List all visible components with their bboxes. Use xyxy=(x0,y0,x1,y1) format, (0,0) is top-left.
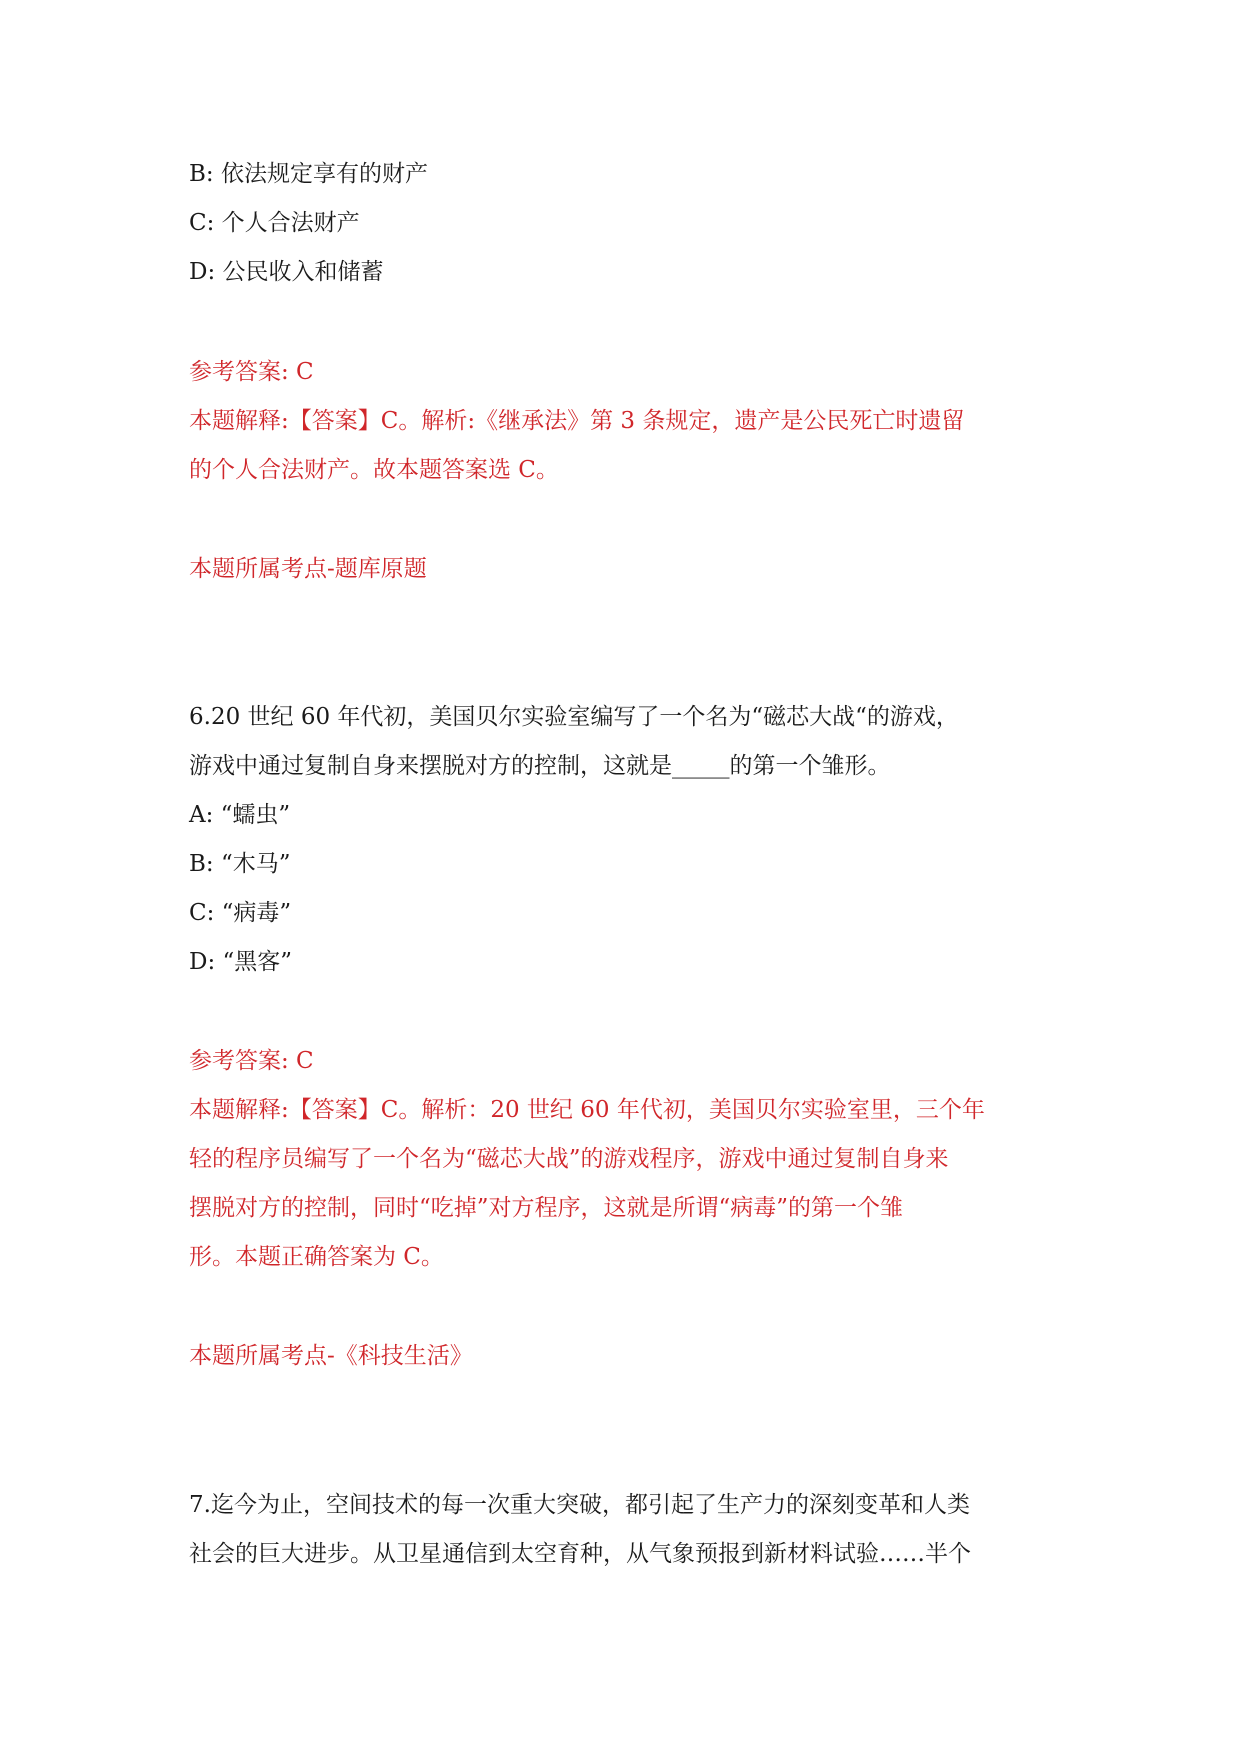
q5-answer: 参考答案: C xyxy=(189,359,314,385)
q7-question-line-2: 社会的巨大进步。从卫星通信到太空育种，从气象预报到新材料试验……半个 xyxy=(189,1541,971,1567)
q5-topic: 本题所属考点-题库原题 xyxy=(189,556,427,582)
q6-explanation-line-2: 轻的程序员编写了一个名为“磁芯大战”的游戏程序，游戏中通过复制自身来 xyxy=(189,1146,949,1172)
q5-explanation-line-2: 的个人合法财产。故本题答案选 C。 xyxy=(189,457,559,483)
q6-explanation-line-1: 本题解释:【答案】C。解析：20 世纪 60 年代初，美国贝尔实验室里，三个年 xyxy=(189,1097,985,1123)
q6-option-a: A: “蠕虫” xyxy=(189,802,291,828)
q6-explanation-line-4: 形。本题正确答案为 C。 xyxy=(189,1244,444,1270)
q6-question-line-1: 6.20 世纪 60 年代初，美国贝尔实验室编写了一个名为“磁芯大战“的游戏， xyxy=(189,704,959,730)
q6-question-line-2: 游戏中通过复制自身来摆脱对方的控制，这就是_____的第一个雏形。 xyxy=(189,753,891,779)
q6-topic: 本题所属考点-《科技生活》 xyxy=(189,1343,473,1369)
q5-option-b: B: 依法规定享有的财产 xyxy=(189,161,428,187)
q7-question-line-1: 7.迄今为止，空间技术的每一次重大突破，都引起了生产力的深刻变革和人类 xyxy=(189,1492,970,1518)
q6-explanation-line-3: 摆脱对方的控制，同时“吃掉”对方程序，这就是所谓“病毒”的第一个雏 xyxy=(189,1195,904,1221)
q6-option-c: C: “病毒” xyxy=(189,900,292,926)
q6-option-d: D: “黑客” xyxy=(189,949,293,975)
q5-explanation-line-1: 本题解释:【答案】C。解析:《继承法》第 3 条规定，遗产是公民死亡时遗留 xyxy=(189,408,965,434)
q5-option-d: D: 公民收入和储蓄 xyxy=(189,259,384,285)
q5-option-c: C: 个人合法财产 xyxy=(189,210,360,236)
q6-option-b: B: “木马” xyxy=(189,851,291,877)
q6-answer: 参考答案: C xyxy=(189,1048,314,1074)
